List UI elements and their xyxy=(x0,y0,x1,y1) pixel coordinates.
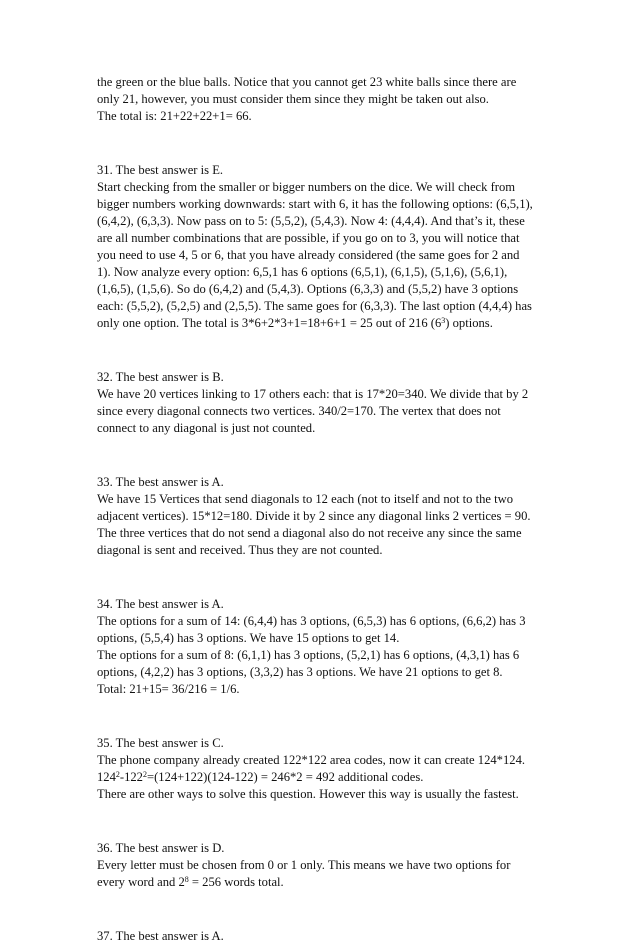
answer-line: diagonal is sent and received. Thus they are not counted. xyxy=(97,543,383,557)
answer-text: only one option. The total is 3*6+2*3+1=18+6+1 = 25 out of 216 (6 xyxy=(97,316,442,330)
answer-line: since every diagonal connects two vertices. 340/2=170. The vertex that does not xyxy=(97,404,501,418)
exponent: 2 xyxy=(142,770,147,779)
answer-line: The three vertices that do not send a diagonal also do not receive any since the same xyxy=(97,526,522,540)
answer-31 xyxy=(97,162,559,332)
answer-heading: 33. The best answer is A. xyxy=(97,475,224,489)
answer-line: We have 15 Vertices that send diagonals to 12 each (not to itself and not to the two xyxy=(97,492,513,506)
answer-line: Every letter must be chosen from 0 or 1 only. This means we have two options for xyxy=(97,858,511,872)
document-page xyxy=(97,74,559,945)
answer-line: We have 20 vertices linking to 17 others each: that is 17*20=340. We divide that by 2 xyxy=(97,387,529,401)
answer-heading: 35. The best answer is C. xyxy=(97,736,224,750)
exponent: 2 xyxy=(115,770,120,779)
answer-34 xyxy=(97,596,559,698)
answer-37 xyxy=(97,928,559,945)
answer-line: you need to use 4, 5 or 6, that you have already considered (the same goes for 2 and xyxy=(97,248,520,262)
answer-line: There are other ways to solve this question. However this way is usually the fastest. xyxy=(97,787,519,801)
answer-text: ) options. xyxy=(445,316,493,330)
intro-line: The total is: 21+22+22+1= 66. xyxy=(97,109,252,123)
intro-line: only 21, however, you must consider them since they might be taken out also. xyxy=(97,92,489,106)
answer-line xyxy=(97,315,559,332)
answer-line: bigger numbers working downwards: start with 6, it has the following options: (6,5,1), xyxy=(97,197,533,211)
answer-35 xyxy=(97,735,559,803)
answer-line: adjacent vertices). 15*12=180. Divide it by 2 since any diagonal links 2 vertices = 90. xyxy=(97,509,531,523)
answer-36 xyxy=(97,840,559,891)
answer-line: (1,6,5), (1,5,6). So do (6,4,2) and (5,4,3). Options (6,3,3) and (5,5,2) have 3 options xyxy=(97,282,519,296)
answer-equation xyxy=(97,769,559,786)
answer-heading: 32. The best answer is B. xyxy=(97,370,224,384)
answer-line: Start checking from the smaller or bigger numbers on the dice. We will check from xyxy=(97,180,516,194)
answer-line: Total: 21+15= 36/216 = 1/6. xyxy=(97,682,240,696)
answer-32 xyxy=(97,369,559,437)
answer-line: options, (4,2,2) has 3 options, (3,3,2) has 3 options. We have 21 options to get 8. xyxy=(97,665,503,679)
answer-line: each: (5,5,2), (5,2,5) and (2,5,5). The same goes for (6,3,3). The last option (4,4,4) has xyxy=(97,299,532,313)
answer-33 xyxy=(97,474,559,559)
intro-line: the green or the blue balls. Notice that you cannot get 23 white balls since there are xyxy=(97,75,517,89)
answer-line xyxy=(97,874,559,891)
answer-line: 1). Now analyze every option: 6,5,1 has 6 options (6,5,1), (6,1,5), (5,1,6), (5,6,1), xyxy=(97,265,508,279)
answer-heading: 34. The best answer is A. xyxy=(97,597,224,611)
answer-heading: 31. The best answer is E. xyxy=(97,163,224,177)
equation-term: =(124+122)(124-122) = 246*2 = 492 additional codes. xyxy=(146,770,424,784)
exponent: 8 xyxy=(184,875,189,884)
answer-text: every word and 2 xyxy=(97,875,185,889)
answer-text: = 256 words total. xyxy=(188,875,284,889)
answer-line: (6,4,2), (6,3,3). Now pass on to 5: (5,5,2), (5,4,3). Now 4: (4,4,4). And that’s it, these xyxy=(97,214,525,228)
answer-line: The options for a sum of 8: (6,1,1) has 3 options, (5,2,1) has 6 options, (4,3,1) has 6 xyxy=(97,648,520,662)
exponent: 3 xyxy=(441,316,446,325)
intro-paragraph xyxy=(97,74,559,125)
equation-term: -122 xyxy=(119,770,143,784)
answer-line: connect to any diagonal is just not counted. xyxy=(97,421,316,435)
answer-line: options, (5,5,4) has 3 options. We have 15 options to get 14. xyxy=(97,631,400,645)
answer-line: are all number combinations that are possible, if you go on to 3, you will notice that xyxy=(97,231,520,245)
answer-heading: 36. The best answer is D. xyxy=(97,841,225,855)
equation-term: 124 xyxy=(97,770,116,784)
answer-line: The phone company already created 122*122 area codes, now it can create 124*124. xyxy=(97,753,526,767)
answer-line: The options for a sum of 14: (6,4,4) has 3 options, (6,5,3) has 6 options, (6,6,2) has 3 xyxy=(97,614,526,628)
answer-heading: 37. The best answer is A. xyxy=(97,929,224,943)
